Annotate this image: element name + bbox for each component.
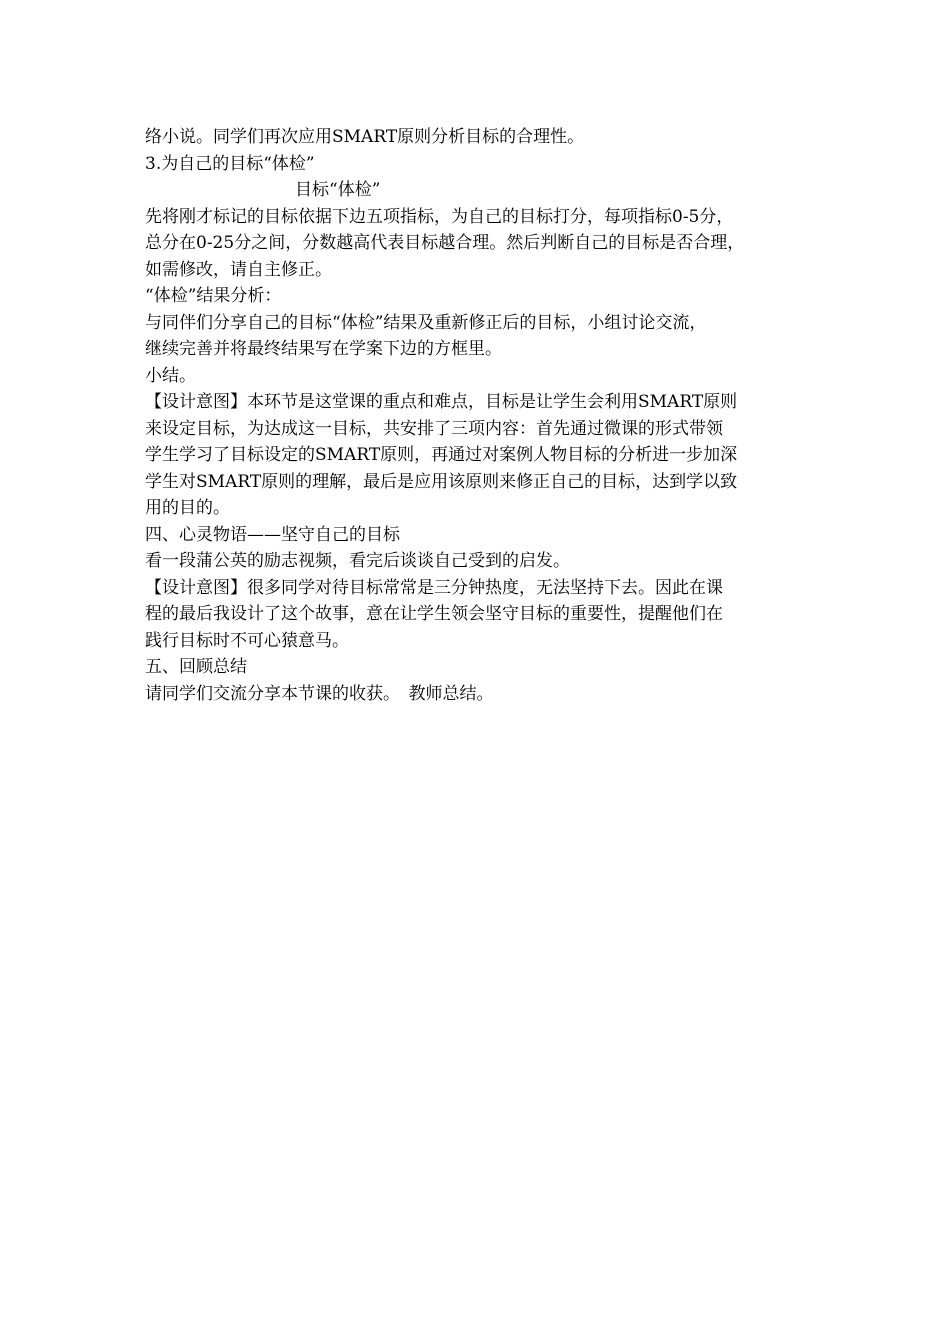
table-caption: 目标“体检” [295, 180, 381, 200]
section-heading: 四、心灵物语——坚守自己的目标 [145, 524, 400, 545]
design-intent-line: 【设计意图】很多同学对待目标常常是三分钟热度，无法坚持下去。因此在课 [145, 577, 723, 598]
text-line: 总分在0-25分之间，分数越高代表目标越合理。然后判断自己的目标是否合理， [145, 233, 745, 253]
text-line: 践行目标时不可心猿意马。 [145, 630, 349, 651]
text-line: 与同伴们分享自己的目标“体检”结果及重新修正后的目标，小组讨论交流， [145, 312, 707, 333]
text-line: “体检”结果分析： [145, 286, 282, 306]
text-line: 继续完善并将最终结果写在学案下边的方框里。 [145, 339, 502, 359]
text-line: 请同学们交流分享本节课的收获。 教师总结。 [145, 683, 494, 704]
text-line: 如需修改，请自主修正。 [145, 259, 332, 280]
text-line: 看一段蒲公英的励志视频，看完后谈谈自己受到的启发。 [145, 551, 570, 571]
section-heading: 五、回顾总结 [145, 657, 247, 677]
text-line: 络小说。同学们再次应用SMART原则分析目标的合理性。 [145, 127, 585, 147]
text-line: 学生学习了目标设定的SMART原则，再通过对案例人物目标的分析进一步加深 [145, 445, 738, 465]
text-line: 学生对SMART原则的理解，最后是应用该原则来修正自己的目标，达到学以致 [145, 471, 738, 492]
text-line: 来设定目标，为达成这一目标，共安排了三项内容：首先通过微课的形式带领 [145, 418, 723, 439]
section-heading: 3.为自己的目标“体检” [145, 153, 315, 174]
text-line: 小结。 [145, 365, 196, 386]
text-line: 程的最后我设计了这个故事，意在让学生领会坚守目标的重要性，提醒他们在 [145, 604, 723, 624]
text-line: 先将刚才标记的目标依据下边五项指标，为自己的目标打分，每项指标0-5分， [145, 206, 734, 227]
text-line: 用的目的。 [145, 498, 230, 518]
design-intent-line: 【设计意图】本环节是这堂课的重点和难点，目标是让学生会利用SMART原则 [145, 392, 738, 412]
document-body [145, 124, 825, 707]
